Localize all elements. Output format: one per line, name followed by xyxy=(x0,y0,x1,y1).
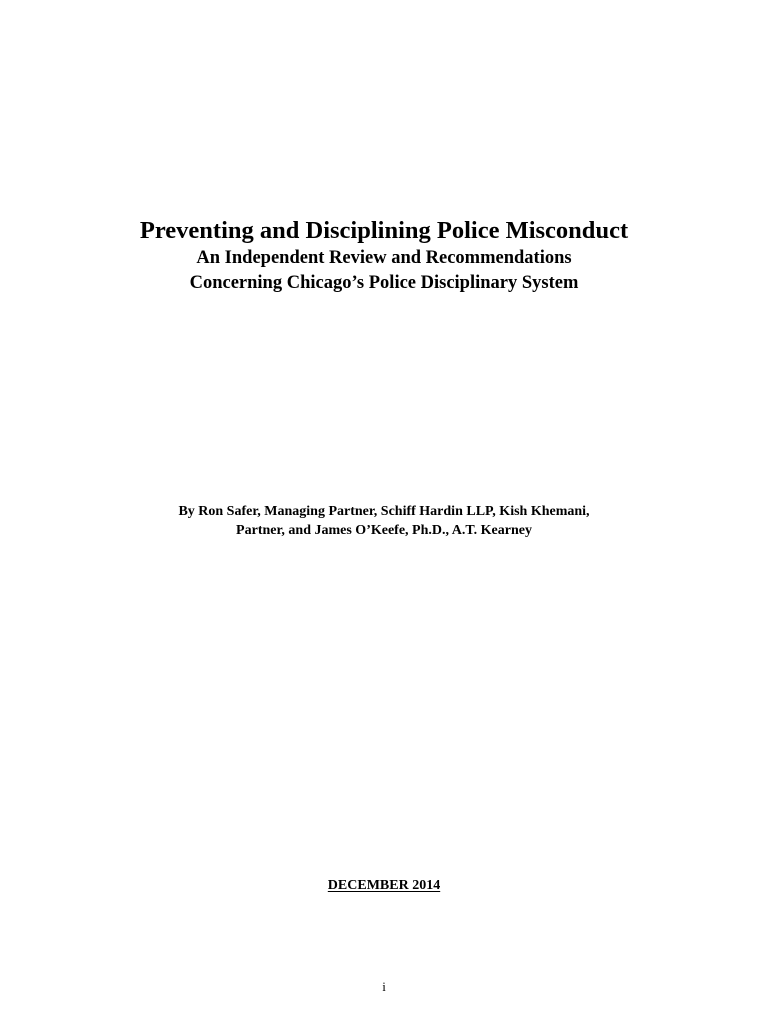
document-subtitle-line-1: An Independent Review and Recommendations xyxy=(196,248,572,268)
title-block xyxy=(0,216,768,296)
author-credits xyxy=(0,502,768,540)
author-credits-line-1: By Ron Safer, Managing Partner, Schiff Hardin LLP, Kish Khemani, xyxy=(178,504,590,519)
publication-date-text: DECEMBER 2014 xyxy=(327,878,441,893)
author-credits-line-2: Partner, and James O’Keefe, Ph.D., A.T. Kearney xyxy=(236,523,532,538)
publication-date xyxy=(0,877,768,895)
page-number: i xyxy=(382,979,386,994)
document-title: Preventing and Disciplining Police Misconduct xyxy=(139,217,629,244)
document-subtitle-line-2: Concerning Chicago’s Police Disciplinary System xyxy=(189,273,579,293)
